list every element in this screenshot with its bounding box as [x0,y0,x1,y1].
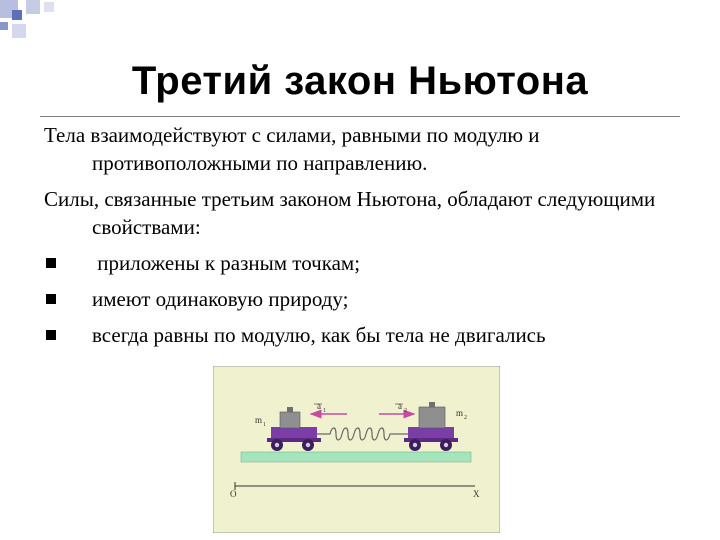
slide-body [44,121,694,357]
bullet-text: приложены к разным точкам; [92,251,361,275]
mass-left-subscript: 1 [263,422,266,428]
paragraph-properties: Силы, связанные третьим законом Ньютона, обладают следующими свойствами: [44,187,656,239]
bullet-item [44,249,694,277]
square-bullet-icon [46,294,56,304]
mass-right-subscript: 2 [464,415,467,421]
paragraph-interaction: Тела взаимодействуют с силами, равными по модулю и противоположными по направлению. [44,123,540,175]
diagram-background [213,366,500,533]
bullet-item [44,285,694,313]
corner-decoration [0,0,60,44]
bullet-text: имеют одинаковую природу; [92,287,349,311]
slide-title: Третий закон Ньютона [131,59,589,103]
axis-label: X [473,489,480,499]
bullet-text: всегда равны по модулю, как бы тела не двигались [92,323,546,347]
accel-right-subscript: 2 [404,408,407,414]
mass-right-label: m [456,408,464,418]
square-bullet-icon [46,258,56,268]
accel-left-label: a [317,401,321,411]
accel-left-subscript: 1 [323,408,326,414]
track-surface [241,452,471,462]
origin-label: O [230,489,237,499]
square-bullet-icon [46,330,56,340]
carts-diagram [213,366,500,533]
accel-right-label: a [398,401,402,411]
title-divider [40,116,680,117]
bullet-item [44,321,694,349]
mass-left-label: m [255,415,263,425]
